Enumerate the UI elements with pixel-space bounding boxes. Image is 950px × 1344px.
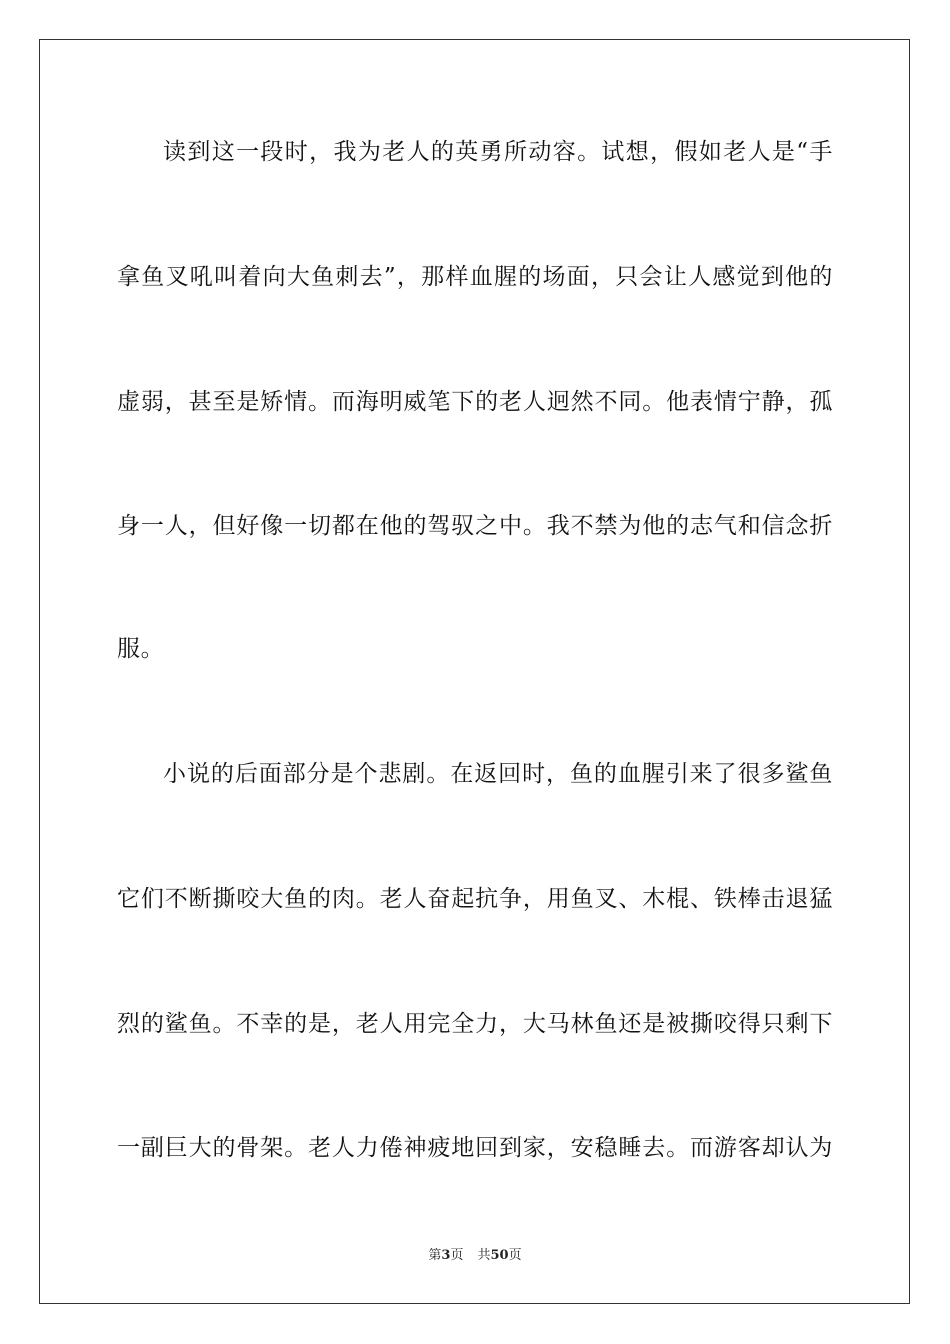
paragraph-1-line-4: 身一人，但好像一切都在他的驾驭之中。我不禁为他的志气和信念折 xyxy=(117,513,833,539)
page-footer xyxy=(0,1247,950,1265)
page-total-suffix: 页 xyxy=(508,1248,522,1263)
paragraph-2-line-3: 烈的鲨鱼。不幸的是，老人用完全力，大马林鱼还是被撕咬得只剩下 xyxy=(117,1011,833,1037)
paragraph-2-line-2: 它们不断撕咬大鱼的肉。老人奋起抗争，用鱼叉、木棍、铁棒击退猛 xyxy=(117,886,833,912)
page-border xyxy=(39,39,910,1304)
paragraph-1-line-5: 服。 xyxy=(117,636,165,662)
paragraph-1-line-2: 拿鱼叉吼叫着向大鱼刺去”，那样血腥的场面，只会让人感觉到他的 xyxy=(117,264,833,290)
page-number-suffix: 页 xyxy=(450,1248,464,1263)
page-number-total: 50 xyxy=(490,1248,509,1263)
page-total-prefix: 共 xyxy=(477,1248,491,1263)
paragraph-1-line-1: 读到这一段时，我为老人的英勇所动容。试想，假如老人是“手 xyxy=(163,139,833,165)
paragraph-2-line-1: 小说的后面部分是个悲剧。在返回时，鱼的血腥引来了很多鲨鱼 xyxy=(163,761,833,787)
page-number-current: 3 xyxy=(441,1248,451,1263)
paragraph-1-line-3: 虚弱，甚至是矫情。而海明威笔下的老人迥然不同。他表情宁静，孤 xyxy=(117,389,833,415)
page-number-prefix: 第 xyxy=(428,1248,442,1263)
paragraph-2-line-4: 一副巨大的骨架。老人力倦神疲地回到家，安稳睡去。而游客却认为 xyxy=(117,1135,833,1161)
